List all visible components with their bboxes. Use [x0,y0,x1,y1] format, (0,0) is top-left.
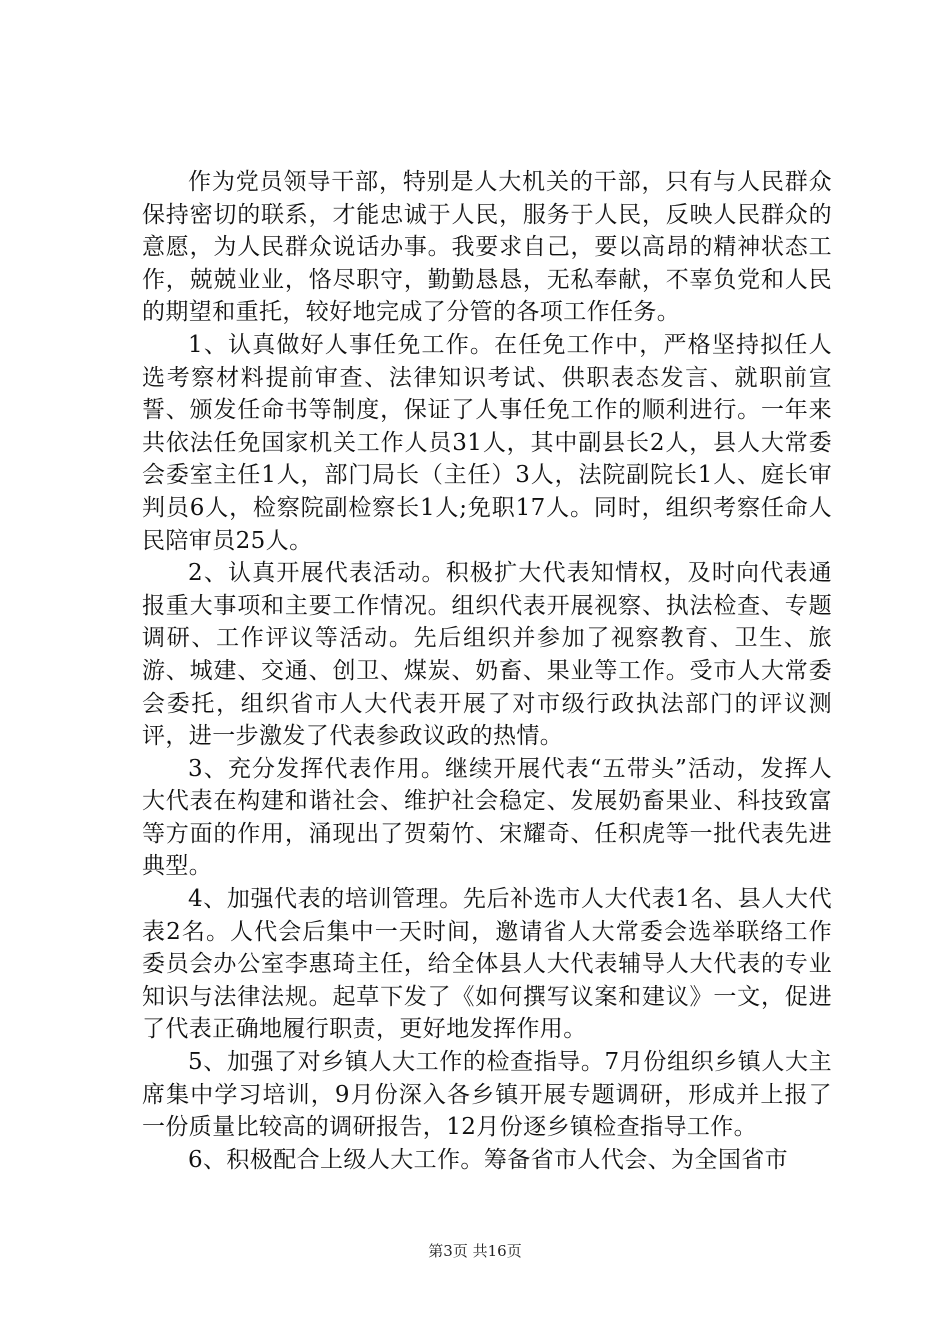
paragraph-intro: 作为党员领导干部，特别是人大机关的干部，只有与人民群众保持密切的联系，才能忠诚于人民，服务于人民，反映人民群众的意愿，为人民群众说话办事。我要求自己，要以高昂的精神状态工作，兢兢业业，恪尽职守，勤勤恳恳，无私奉献，不辜负党和人民的期望和重托，较好地完成了分管的各项工作任务。 [142,169,832,326]
page-number-footer: 第3页 共16页 [428,1242,522,1260]
paragraph-item-3: 3、充分发挥代表作用。继续开展代表“五带头”活动，发挥人大代表在构建和谐社会、维护社会稳定、发展奶畜果业、科技致富等方面的作用，涌现出了贺菊竹、宋耀奇、任积虎等一批代表先进典型。 [142,755,832,880]
paragraph-item-2: 2、认真开展代表活动。积极扩大代表知情权，及时向代表通报重大事项和主要工作情况。组织代表开展视察、执法检查、专题调研、工作评议等活动。先后组织并参加了视察教育、卫生、旅游、城建、交通、创卫、煤炭、奶畜、果业等工作。受市人大常委会委托，组织省市人大代表开展了对市级行政执法部门的评议测评，进一步激发了代表参政议政的热情。 [142,560,832,750]
paragraph-item-6: 6、积极配合上级人大工作。筹备省市人代会、为全国省市 [188,1146,789,1173]
paragraph-item-1: 1、认真做好人事任免工作。在任免工作中，严格坚持拟任人选考察材料提前审查、法律知识考试、供职表态发言、就职前宣誓、颁发任命书等制度，保证了人事任免工作的顺利进行。一年来共依法任免国家机关工作人员31人，其中副县长2人，县人大常委会委室主任1人，部门局长（主任）3人，法院副院长1人、庭长审判员6人，检察院副检察长1人;免职17人。同时，组织考察任命人民陪审员25人。 [142,331,832,554]
paragraph-item-5: 5、加强了对乡镇人大工作的检查指导。7月份组织乡镇人大主席集中学习培训，9月份深入各乡镇开展专题调研，形成并上报了一份质量比较高的调研报告，12月份逐乡镇检查指导工作。 [142,1049,832,1141]
paragraph-item-4: 4、加强代表的培训管理。先后补选市人大代表1名、县人大代表2名。人代会后集中一天时间，邀请省人大常委会选举联络工作委员会办公室李惠琦主任，给全体县人大代表辅导人大代表的专业知识与法律法规。起草下发了《如何撰写议案和建议》一文，促进了代表正确地履行职责，更好地发挥作用。 [142,886,832,1043]
document-body [142,166,832,1176]
